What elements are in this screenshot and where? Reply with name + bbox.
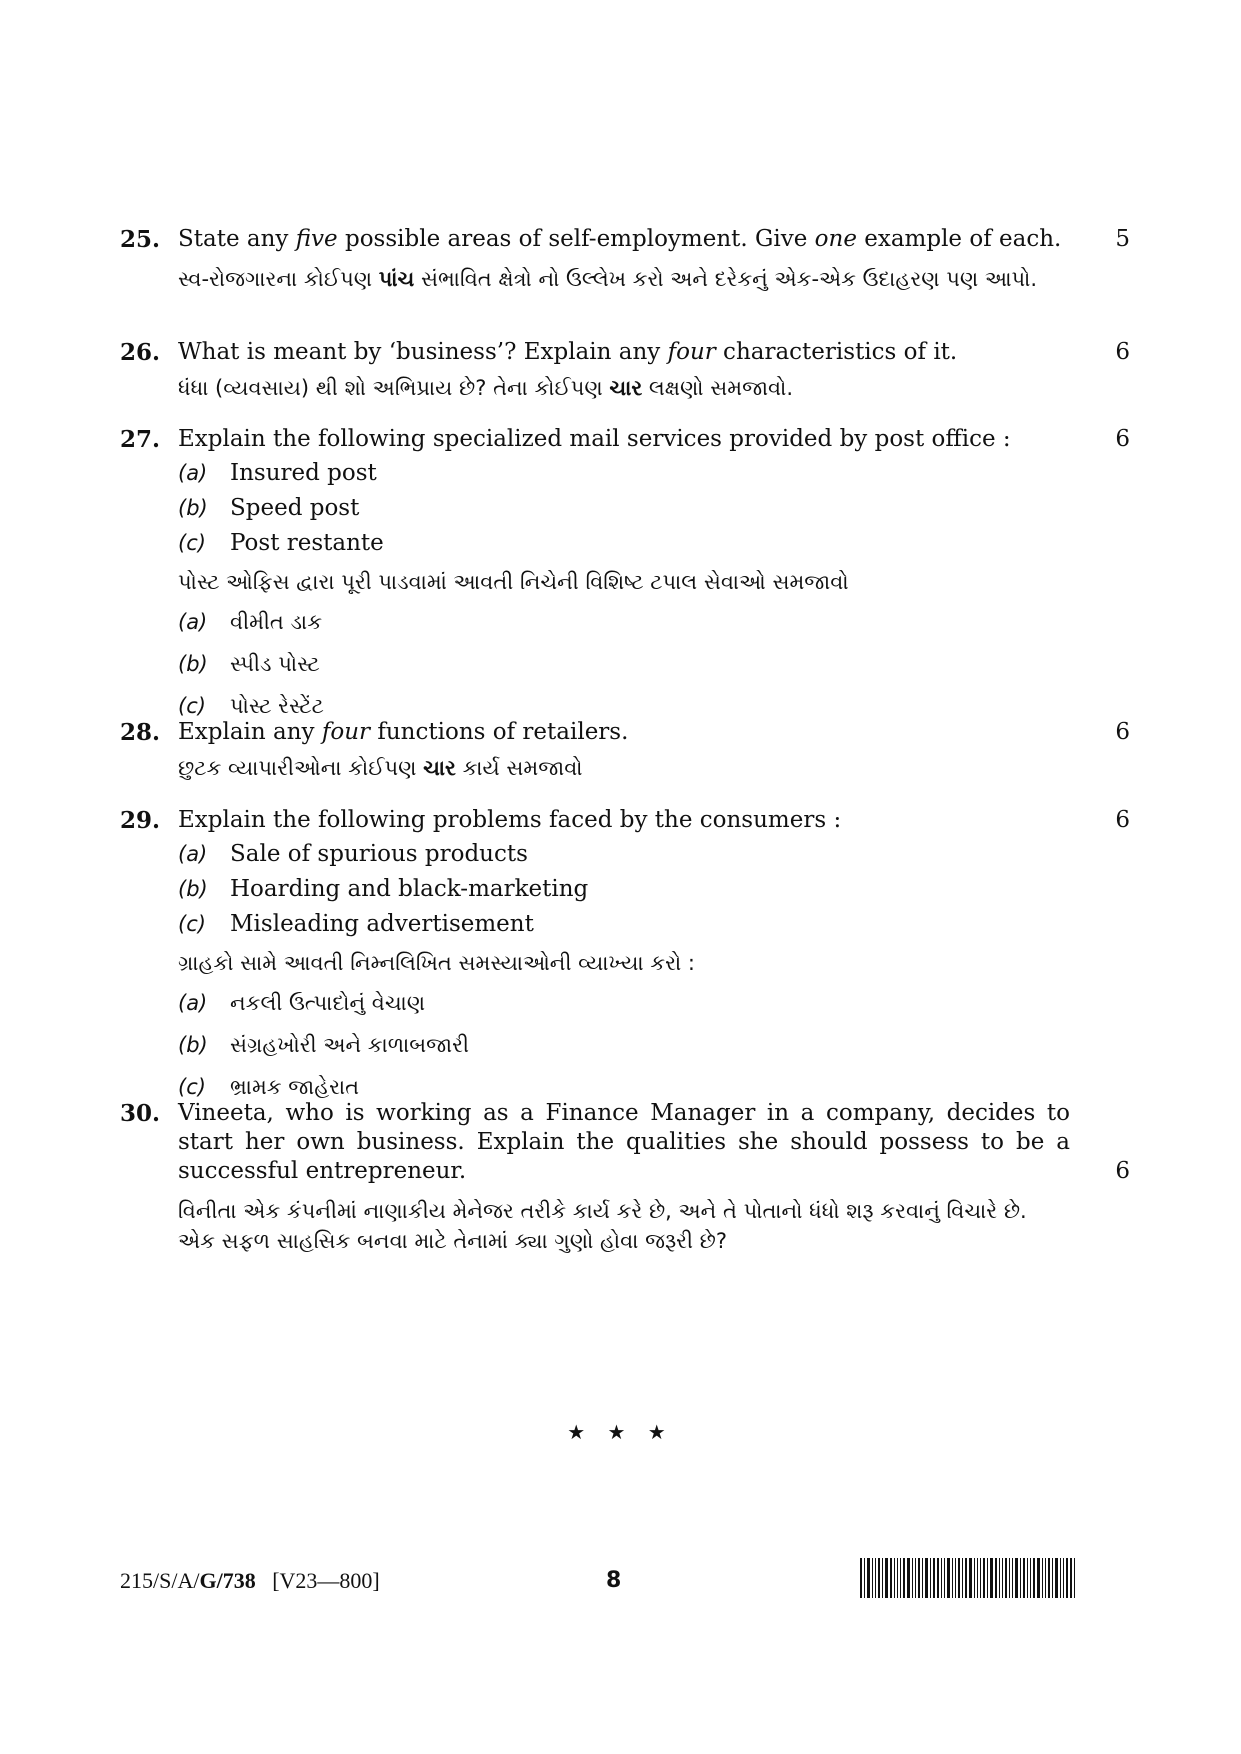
option-a-gu: (a) નકલી ઉત્પાદોનું વેચાણ [178, 991, 426, 1015]
question-text-gu: સ્વ-રોજગારના કોઈપણ પાંચ સંભાવિત ક્ષેત્રો નો ઉલ્લેખ કરો અને દરેકનું એક-એક ઉદાહરણ પણ આપો. [178, 267, 1038, 291]
barcode-bar [955, 1558, 956, 1598]
option-c-gu: (c) ભ્રામક જાહેરાત [178, 1075, 360, 1099]
barcode-bar [1012, 1558, 1013, 1598]
barcode-bar [1023, 1558, 1025, 1598]
question-30 [120, 1099, 1130, 1256]
question-text-en: Explain the following specialized mail services provided by post office : [178, 426, 1011, 452]
barcode-bar [885, 1558, 888, 1598]
barcode-bar [882, 1558, 883, 1598]
option-c-gu: (c) પોસ્ટ રેસ્ટેંટ [178, 694, 324, 718]
question-text-en: What is meant by ‘business’? Explain any four characteristics of it. [178, 339, 958, 365]
barcode-bar [941, 1558, 942, 1598]
barcode-bar [864, 1558, 865, 1598]
barcode-bar [1074, 1558, 1075, 1598]
barcode-bar [1015, 1558, 1018, 1598]
barcode-image [860, 1558, 1122, 1598]
barcode-bar [1005, 1558, 1007, 1598]
barcode-bar [860, 1558, 862, 1598]
question-number: 25. [120, 226, 161, 253]
barcode-bar [894, 1558, 895, 1598]
barcode-bar [1009, 1558, 1010, 1598]
barcode-bar [912, 1558, 913, 1598]
barcode-bar [965, 1558, 967, 1598]
barcode-bar [890, 1558, 892, 1598]
barcode-bar [987, 1558, 988, 1598]
question-marks: 6 [1115, 807, 1130, 833]
barcode-bar [925, 1558, 928, 1598]
barcode-bar [990, 1558, 993, 1598]
question-29 [120, 806, 1130, 1108]
question-marks: 6 [1115, 1158, 1130, 1184]
option-b-gu: (b) સ્પીડ પોસ્ટ [178, 652, 320, 676]
end-marker: ★ ★ ★ [567, 1420, 674, 1444]
question-marks: 6 [1115, 339, 1130, 365]
barcode-bar [952, 1558, 953, 1598]
option-a: (a) Insured post [178, 460, 377, 486]
barcode-bar [1020, 1558, 1021, 1598]
option-a: (a) Sale of spurious products [178, 841, 528, 867]
question-number: 27. [120, 426, 161, 453]
barcode-bar [980, 1558, 981, 1598]
barcode-bar [944, 1558, 945, 1598]
option-a-gu: (a) વીમીત ડાક [178, 610, 323, 634]
barcode-bar [1060, 1558, 1061, 1598]
barcode-bar [962, 1558, 963, 1598]
option-b-gu: (b) સંગ્રહખોરી અને કાળાબજારી [178, 1033, 469, 1057]
barcode-bar [900, 1558, 901, 1598]
barcode-bar [922, 1558, 923, 1598]
page-number: 8 [606, 1568, 622, 1593]
option-b: (b) Hoarding and black-marketing [178, 876, 589, 902]
barcode-bar [1027, 1558, 1028, 1598]
barcode-bar [977, 1558, 978, 1598]
question-text-gu: છુટક વ્યાપારીઓના કોઈપણ ચાર કાર્ય સમજાવો [178, 756, 583, 780]
barcode-bar [878, 1558, 880, 1598]
question-text-gu: ધંધા (વ્યવસાય) થી શો અભિપ્રાય છે? તેના કોઈપણ ચાર લક્ષણો સમજાવો. [178, 376, 794, 400]
barcode-bar [983, 1558, 985, 1598]
barcode-bar [1055, 1558, 1058, 1598]
question-text-gu: ગ્રાહકો સામે આવતી નિમ્નલિખિત સમસ્યાઓની વ્યાખ્યા કરો : [178, 951, 695, 975]
barcode-bar [1002, 1558, 1003, 1598]
barcode-bar [969, 1558, 972, 1598]
option-b: (b) Speed post [178, 495, 360, 521]
barcode-bar [1037, 1558, 1040, 1598]
barcode-bar [947, 1558, 950, 1598]
question-28 [120, 718, 1130, 783]
question-marks: 5 [1115, 226, 1130, 252]
question-number: 30. [120, 1100, 161, 1127]
option-c: (c) Post restante [178, 530, 384, 556]
barcode-bar [1070, 1558, 1072, 1598]
question-marks: 6 [1115, 719, 1130, 745]
question-text-en: State any five possible areas of self-employment. Give one example of each. [178, 226, 1062, 252]
question-text-gu: પોસ્ટ ઓફિસ દ્વારા પૂરી પાડવામાં આવતી નિચેની વિશિષ્ટ ટપાલ સેવાઓ સમજાવો [178, 570, 849, 594]
question-number: 29. [120, 807, 161, 834]
barcode-bar [897, 1558, 898, 1598]
barcode-bar [974, 1558, 975, 1598]
barcode-bar [933, 1558, 935, 1598]
barcode-bar [867, 1558, 870, 1598]
barcode-bar [872, 1558, 873, 1598]
barcode-bar [1030, 1558, 1031, 1598]
barcode-bar [1033, 1558, 1035, 1598]
barcode-bar [907, 1558, 910, 1598]
question-26 [120, 338, 1130, 403]
barcode-bar [875, 1558, 876, 1598]
paper-code: 215/S/A/G/738 [V23—800] [120, 1568, 380, 1593]
barcode-bar [1063, 1558, 1064, 1598]
question-text-gu: વિનીતા એક કંપનીમાં નાણાકીય મેનેજર તરીકે કાર્ય કરે છે, અને તે પોતાનો ધંધો શરૂ કરવાનું વિચારે છે. એક સફળ સાહસિક બનવા માટે તેનામાં ક્યા ગુણો હોવા જરૂરી છે? [178, 1199, 1027, 1253]
question-number: 28. [120, 719, 161, 746]
question-marks: 6 [1115, 426, 1130, 452]
barcode-bar [903, 1558, 905, 1598]
question-text-en: Vineeta, who is working as a Finance Manager in a company, decides to start her own business. Explain the qualities she should possess to be a successful entrepreneur. [178, 1100, 1070, 1184]
question-number: 26. [120, 339, 161, 366]
barcode-bar [915, 1558, 916, 1598]
barcode-bar [937, 1558, 939, 1598]
barcode-bar [1042, 1558, 1043, 1598]
barcode-bar [995, 1558, 997, 1598]
barcode-bar [1048, 1558, 1050, 1598]
question-25 [120, 225, 1130, 294]
question-27 [120, 425, 1130, 727]
barcode-bar [1045, 1558, 1046, 1598]
barcode-bar [930, 1558, 931, 1598]
option-c: (c) Misleading advertisement [178, 911, 534, 937]
barcode-bar [918, 1558, 920, 1598]
question-text-en: Explain the following problems faced by the consumers : [178, 807, 842, 833]
barcode-bar [958, 1558, 960, 1598]
barcode-bar [999, 1558, 1000, 1598]
barcode-bar [1052, 1558, 1053, 1598]
question-text-en: Explain any four functions of retailers. [178, 719, 629, 745]
barcode-bar [1066, 1558, 1068, 1598]
